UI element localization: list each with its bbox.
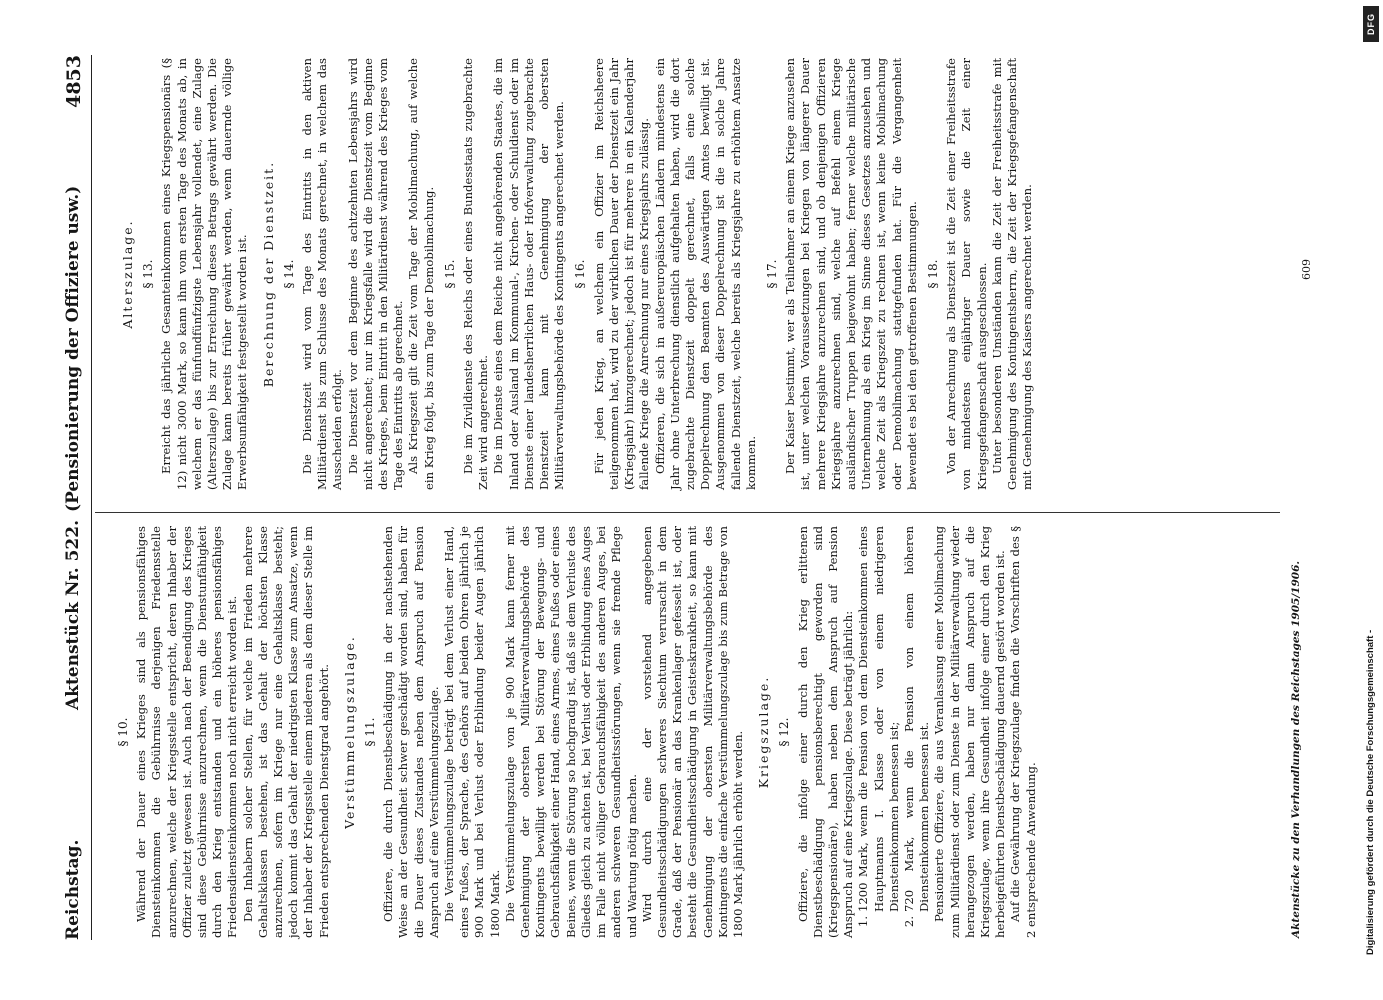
section-11-paragraph-2: Die Verstümmelungszulage beträgt bei dem Verlust einer Hand, eines Fußes, der Sprache, des Gehörs auf beiden Ohren jährlich je 900 Mark und bei Verlust oder Erblindung beider Augen jährlich 1800 Mark. [442, 526, 502, 938]
section-17-heading: § 17. [764, 259, 779, 289]
section-14-paragraph-2: Die Dienstzeit vor dem Beginne des achtzehnten Lebensjahrs wird nicht angerechnet; nur im Kriegsfalle wird die Dienstzeit vom Beginne des Krieges, beim Eintritt in den Militärdienst während des Krieges vom Tage des Eintritts ab gerechnet. [345, 58, 406, 490]
dfg-logo-text: DFG [1366, 13, 1376, 35]
header-right [63, 55, 85, 512]
section-13-paragraph-1: Erreicht das jährliche Gesamteinkommen eines Kriegspensionärs (§ 12) nicht 3000 Mark, so kann ihm vom ersten Tage des Monats ab, in welchem er das fünfundfünfzigste Lebensjahr vollendet, eine Zulage (Alterszulage) bis zur Erreichung dieses Betrags gewährt werden. Die Zulage kann bereits früher gewährt werden, wenn dauernde völlige Erwerbsunfähigkeit festgestellt worden ist. [159, 58, 250, 490]
section-11-paragraph-1: Offiziere, die durch Dienstbeschädigung in der nachstehenden Weise an der Gesundheit schwer geschädigt worden sind, haben für die Dauer dieses Zustandes neben dem Anspruch auf Pension Anspruch auf eine Verstümmelungszulage. [381, 526, 441, 938]
section-10-heading: § 10. [116, 717, 130, 747]
section-14-paragraph-3: Als Kriegszeit gilt die Zeit vom Tage der Mobilmachung, auf welche ein Krieg folgt, bis zum Tage der Demobilmachung. [406, 58, 436, 490]
section-16-heading: § 16. [573, 259, 588, 289]
header-left [63, 520, 83, 940]
digitization-credit [1362, 10, 1380, 995]
right-column [110, 58, 1035, 490]
item-number: 1. [856, 916, 871, 928]
header-page-number: 4853 [63, 55, 85, 108]
section-12-paragraph-1: Offiziere, die infolge einer durch den Krieg erlittenen Dienstbeschädigung pensionsberechtigt geworden sind (Kriegspensionäre), haben neben dem Anspruch auf Pension Anspruch auf eine Kriegszulage. Diese beträgt jährlich: [795, 526, 856, 938]
section-11-paragraph-3: Die Verstümmelungszulage von je 900 Mark kann ferner mit Genehmigung der obersten Militärverwaltungsbehörde des Kontingents bewilligt werden bei Störung der Bewegungs- und Gebrauchsfähigkeit einer Hand, eines Armes, eines Fußes oder eines Beines, wenn die Störung so hochgradig ist, daß sie dem Verluste des Gliedes gleich zu achten ist, bei Verlust oder Erblindung eines Auges im Falle nicht völliger Gebrauchsfähigkeit des anderen Auges, bei anderen schweren Gesundheitsstörungen, wenn sie fremde Pflege und Wartung nötig machen. [502, 526, 639, 938]
section-18-heading: § 18. [925, 259, 940, 289]
footer-page-mark: 609 [1300, 259, 1313, 280]
section-17-paragraph-1: Der Kaiser bestimmt, wer als Teilnehmer an einem Kriege anzusehen ist, unter welchen Voraussetzungen bei Kriegen von längerer Dauer mehrere Kriegsjahre anzurechnen sind, und ob denjenigen Offizieren Kriegsjahre anzurechnen sind, welche auf Befehl einem Kriege ausländischer Truppen beigewohnt haben; ferner welche militärische Unternehmung als ein Krieg im Sinne dieses Gesetzes anzusehen und welche Zeit als Kriegszeit zu rechnen ist, wenn keine Mobilmachung oder Demobilmachung stattgefunden hat. Für die Vergangenheit bewendet es bei den getroffenen Bestimmungen. [783, 58, 919, 490]
alterszulage-title: Alterszulage. [120, 219, 135, 329]
section-10-paragraph-1: Während der Dauer eines Krieges sind als pensionsfähiges Diensteinkommen die Gebührnisse derjenigen Friedensstelle anzurechnen, welche der Kriegsstelle entspricht, deren Inhaber der Offizier zuletzt gewesen ist. Auch nach der Beendigung des Krieges sind diese Gebührnisse anzurechnen, wenn die Dienstunfähigkeit durch den Krieg entstanden und ein höheres pensionsfähiges Friedensdiensteinkommen noch nicht erreicht worden ist. [134, 526, 240, 938]
section-16-paragraph-2: Offizieren, die sich in außereuropäischen Ländern mindestens ein Jahr ohne Unterbrechung dienstlich aufgehalten haben, wird die dort zugebrachte Dienstzeit doppelt gerechnet, falls eine solche Doppelrechnung den Beamten des Auswärtigen Amtes bewilligt ist. Ausgenommen von dieser Doppelrechnung ist die in solche Jahre fallende Dienstzeit, welche bereits als Kriegsjahre zu erhöhtem Ansatze kommen. [652, 58, 758, 490]
berechnung-dienstzeit-title: Berechnung der Dienstzeit. [260, 160, 276, 388]
section-12-paragraph-3: Auf die Gewährung der Kriegszulage finden die Vorschriften des § 2 entsprechende Anwendung. [1008, 526, 1038, 938]
header-title: (Pensionierung der Offiziere usw.) [63, 185, 83, 512]
section-15-paragraph-1: Die im Zivildienste des Reichs oder eines Bundesstaats zugebrachte Zeit wird angerechnet. [461, 58, 491, 490]
verstuemmelungszulage-title: Verstümmelungszulage. [341, 635, 357, 829]
section-15-heading: § 15. [442, 259, 457, 289]
item-text: 720 Mark, wenn die Pension von einem höheren Diensteinkommen bemessen ist. [901, 526, 932, 912]
header-reichstag: Reichstag. [63, 839, 83, 940]
header-aktenstueck: Aktenstück Nr. 522. [63, 520, 83, 711]
column-divider [95, 512, 1280, 513]
section-11-heading: § 11. [363, 717, 378, 747]
section-15-paragraph-2: Die im Dienste eines dem Reiche nicht angehörenden Staates, die im Inland oder Ausland im Kommunal-, Kirchen- oder Schuldienst oder im Dienste einer landesherrlichen Haus- oder Hofverwaltung zugebrachte Dienstzeit kann mit Genehmigung der obersten Militärverwaltungsbehörde des Kontingents angerechnet werden. [491, 58, 567, 490]
section-12-item-2 [902, 526, 932, 938]
section-16-paragraph-1: Für jeden Krieg, an welchem ein Offizier im Reichsheere teilgenommen hat, wird zu der wirklichen Dauer der Dienstzeit ein Jahr (Kriegsjahr) hinzugerechnet; jedoch ist für mehrere in ein Kalenderjahr fallende Kriege die Anrechnung nur eines Kriegsjahrs zulässig. [591, 58, 652, 490]
section-18-paragraph-1: Von der Anrechnung als Dienstzeit ist die Zeit einer Freiheitsstrafe von mindestens einjähriger Dauer sowie die Zeit einer Kriegsgefangenschaft ausgeschlossen. [944, 58, 989, 490]
item-text: 1200 Mark, wenn die Pension von dem Diensteinkommen eines Hauptmanns I. Klasse oder von einem niedrigeren Diensteinkommen bemessen ist; [856, 526, 901, 912]
page-header [55, 55, 92, 940]
section-14-heading: § 14. [281, 259, 296, 289]
section-13-heading: § 13. [141, 259, 156, 289]
footer-note: Aktenstücke zu den Verhandlungen des Reichstages 1905/1906. [1290, 560, 1302, 938]
section-12-paragraph-2: Pensionierte Offiziere, die aus Veranlassung einer Mobilmachung zum Militärdienst oder zum Dienste in der Militärverwaltung wieder herangezogen werden, haben nur dann Anspruch auf die Kriegszulage, wenn ihre Gesundheit infolge einer durch den Krieg herbeigeführten Dienstbeschädigung dauernd gestört worden ist. [932, 526, 1008, 938]
section-11-paragraph-4: Wird durch eine der vorstehend angegebenen Gesundheitsschädigungen schweres Siechtum verursacht in dem Grade, daß der Pensionär an das Krankenlager gefesselt ist, oder besteht die Gesundheitsschädigung in Geisteskrankheit, so kann mit Genehmigung der obersten Militärverwaltungsbehörde des Kontingents die einfache Verstümmelungszulage bis zum Betrage von 1800 Mark jährlich erhöht werden. [639, 526, 745, 938]
item-number: 2. [901, 916, 916, 928]
credit-text: Digitalisierung gefördert durch die Deutsche Forschungsgemeinschaft - [1365, 629, 1376, 955]
section-10-paragraph-2: Den Inhabern solcher Stellen, für welche im Frieden mehrere Gehaltsklassen bestehen, ist das Gehalt der höchsten Klasse anzurechnen, sofern im Kriege nur eine Gehaltsklasse besteht; jedoch kommt das Gehalt der niedrigsten Klasse zum Ansatze, wenn der Inhaber der Kriegsstelle einem niederen als dem dieser Stelle im Frieden entsprechenden Dienstgrad angehört. [240, 526, 331, 938]
dfg-logo-icon [1363, 6, 1379, 42]
section-14-paragraph-1: Die Dienstzeit wird vom Tage des Eintritts in den aktiven Militärdienst bis zum Schlusse des Monats gerechnet, in welchem das Ausscheiden erfolgt. [300, 58, 345, 490]
left-column [110, 526, 1039, 938]
section-18-paragraph-2: Unter besonderen Umständen kann die Zeit der Freiheitsstrafe mit Genehmigung des Kontingentsherrn, die Zeit der Kriegsgefangenschaft mit Genehmigung des Kaisers angerechnet werden. [989, 58, 1035, 490]
section-12-heading: § 12. [777, 717, 792, 747]
section-12-item-1 [856, 526, 902, 938]
kriegszulage-title: Kriegszulage. [756, 675, 772, 789]
